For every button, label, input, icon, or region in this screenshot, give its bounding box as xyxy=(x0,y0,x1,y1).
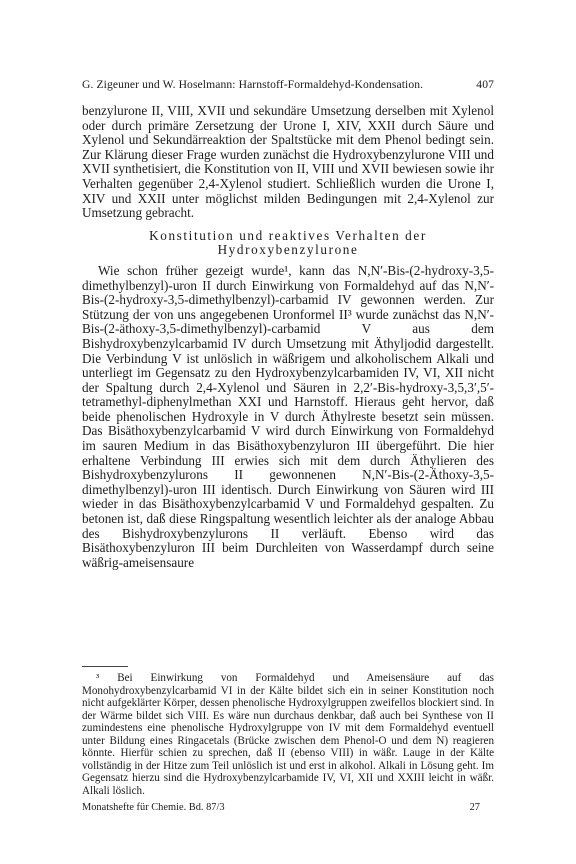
section-title: Konstitution und reaktives Verhalten der Hydroxybenzylurone xyxy=(149,227,427,258)
page-footer xyxy=(82,802,494,814)
paragraph-1: benzylurone II, VIII, XVII und sekundäre Umsetzung derselben mit Xylenol oder durch primäre Zersetzung der Urone I, XIV, XXII durch Säure und Xylenol und Sekundärreaktion der Spaltstücke mit dem Phenol bedingt sein. Zur Klärung dieser Frage wurden zunächst die Hydroxybenzylurone VIII und XVII synthetisiert, die Konstitution von II, VIII und XVII bewiesen sowie ihr Verhalten gegenüber 2,4-Xylenol studiert. Schließlich wurden die Urone I, XIV und XXII unter möglichst milden Bedingungen mit 2,4-Xylenol zur Umsetzung gebracht. xyxy=(82,103,494,221)
page-number: 407 xyxy=(476,78,494,91)
footnote xyxy=(82,672,494,797)
footnote-rule xyxy=(82,666,128,667)
main-text xyxy=(82,104,494,570)
paragraph-2: Wie schon früher gezeigt wurde¹, kann das N,N′-Bis-(2-hydroxy-3,5-dimethylbenzyl)-uron II durch Einwirkung von Formaldehyd auf das N,N′-Bis-(2-hydroxy-3,5-dimethylbenzyl)-carbamid IV gewonnen werden. Zur Stützung der von uns angegebenen Uronformel II³ wurde zunächst das N,N′-Bis-(2-äthoxy-3,5-dimethylbenzyl)-carbamid V aus dem Bishydroxybenzylcarbamid IV durch Umsetzung mit Äthyljodid dargestellt. Die Verbindung V ist unlöslich in wäßrigem und alkoholischem Alkali und unterliegt im Gegensatz zu den Hydroxybenzylcarbamiden IV, VI, XII nicht der Spaltung durch 2,4-Xylenol und Säuren in 2,2′-Bis-hydroxy-3,5,3′,5′-tetramethyl-diphenylmethan XXI und Harnstoff. Hieraus geht hervor, daß beide phenolischen Hydroxyle in V durch Äthylreste besetzt sein müssen. Das Bisäthoxybenzylcarbamid V wird durch Einwirkung von Formaldehyd im sauren Medium in das Bisäthoxybenzyluron III übergeführt. Die hier erhaltene Verbindung III erwies sich mit dem durch Äthylieren des Bishydroxybenzylurons II gewonnenen N,N′-Bis-(2-Äthoxy-3,5-dimethylbenzyl)-uron III identisch. Durch Einwirkung von Säuren wird III wieder in das Bisäthoxybenzylcarbamid V und Formaldehyd gespalten. Zu betonen ist, daß diese Ringspaltung wesentlich leichter als der analoge Abbau des Bishydroxybenzylurons II verläuft. Ebenso wird das Bisäthoxybenzyluron III beim Durchleiten von Wasserdampf durch seine wäßrig-ameisensaure xyxy=(82,262,494,570)
sheet-number: 27 xyxy=(469,802,480,813)
footnote-text: ³ Bei Einwirkung von Formaldehyd und Ameisensäure auf das Monohydroxybenzylcarbamid VI in der Kälte bildet sich ein in seiner Konstitution noch nicht aufgeklärter Körper, dessen phenolische Hydroxylgruppen zweifellos blockiert sind. In der Wärme bildet sich VIII. Es wäre nun durchaus denkbar, daß auch bei Synthese von II zumindestens eine phenolische Hydroxylgruppe von IV mit dem Formaldehyd eventuell unter Bildung eines Ringacetals (Brücke zwischen dem Phenol-O und dem N) reagieren könnte. Hierfür schien zu sprechen, daß II (ebenso VIII) in wäßr. Lauge in der Kälte vollständig in der Hitze zum Teil unlöslich ist und erst in alkohol. Alkali in Lösung geht. Im Gegensatz hierzu sind die Hydroxybenzylcarbamide IV, VI, XII und XXIII leicht in wäßr. Alkali löslich. xyxy=(82,672,494,797)
running-header xyxy=(82,78,494,92)
journal-reference: Monatshefte für Chemie. Bd. 87/3 xyxy=(82,802,225,813)
running-title: G. Zigeuner und W. Hoselmann: Harnstoff-Formaldehyd-Kondensation. xyxy=(82,78,424,91)
